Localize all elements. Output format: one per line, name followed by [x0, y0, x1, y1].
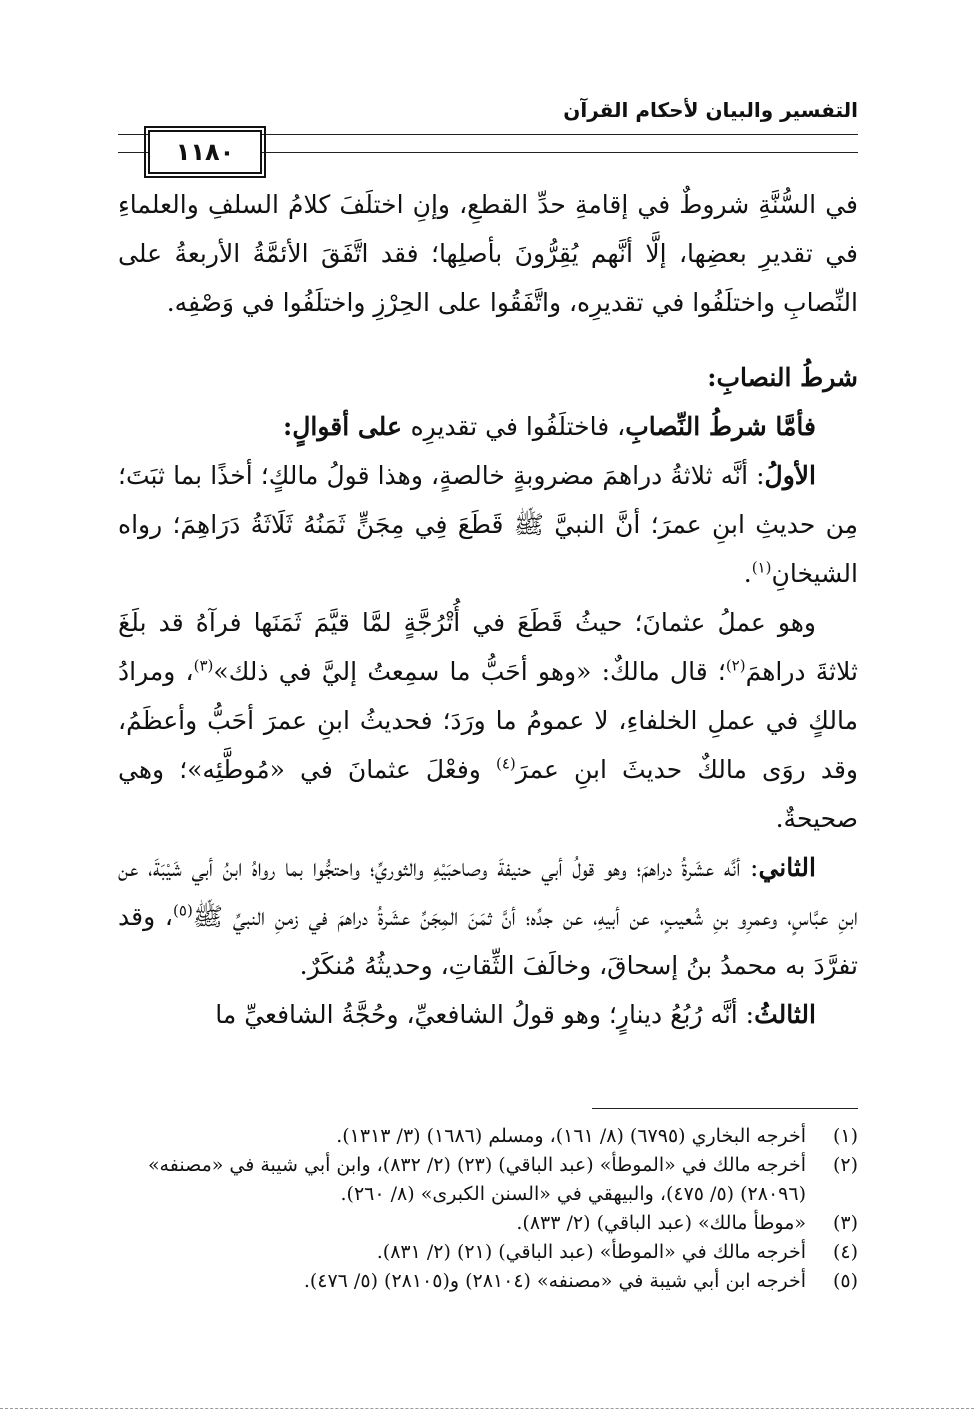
footnote-ref-2[interactable]: (٢): [725, 656, 746, 675]
third-opinion-text: : أنَّه رُبُعُ دينارٍ؛ وهو قولُ الشافعيِّ، وحُجَّةُ الشافعيِّ ما: [215, 1000, 755, 1029]
opening-lead: فأمَّا شرطُ النِّصابِ: [625, 412, 816, 441]
main-text: [118, 180, 858, 1039]
running-title: التفسير والبيان لأحكام القرآن: [563, 98, 858, 122]
uthman-text-a: وهو عملُ عثمانَ؛ حيثُ قَطَعَ في أُتْرُجَّةٍ لمَّا قيَّمَ ثَمَنَها فرآهُ قد بلَغَ ثلاثةَ دراهمَ: [118, 608, 859, 686]
footnote-number: (٥): [832, 1270, 858, 1292]
uthman-text-b: ؛ قال مالكٌ: «وهو أحَبُّ ما سمِعتُ إليَّ في ذلك»: [213, 657, 726, 686]
footnote-separator: [592, 1108, 858, 1109]
footnote-item: [118, 1209, 858, 1238]
footnote-ref-5[interactable]: (٥): [173, 901, 193, 920]
uthman-text-d: وفعْلَ عثمانَ في «مُوطَّئِه»؛ وهي صحيحةٌ.: [118, 755, 858, 833]
footnote-text: أخرجه ابن أبي شيبة في «مصنفه» (٢٨١٠٤) و(٢٨١٠٥) (٥/ ٤٧٦).: [303, 1270, 806, 1292]
second-opinion-text-a: : أنَّه عشَرةُ دراهمَ؛ وهو قولُ أبي حنيفةَ وصاحبَيْهِ والثوريِّ؛ واحتجُّوا بما رواهُ ابنُ أبي شَيْبَةَ، عن ابنِ عبَّاسٍ، وعمرِو بنِ شُعيبٍ، عن أبيهِ، عن جدِّه؛ أنَّ ثمَنَ المِجَنِّ عشَرةُ دراهمَ في زمنِ النبيِّ ﷺ: [118, 853, 858, 931]
uthman-paragraph: [118, 598, 858, 843]
footnote-number: (٤): [832, 1241, 858, 1263]
footnote-text: أخرجه البخاري (٦٧٩٥) (٨/ ١٦١)، ومسلم (١٦٨٦) (٣/ ١٣١٣).: [336, 1125, 806, 1147]
third-opinion-lead: الثالثُ: [754, 1000, 816, 1029]
opening-tail: على أقوالٍ:: [282, 412, 411, 441]
page-number: ١١٨٠: [148, 130, 262, 174]
uthman-text-c: ، ومرادُ مالكٍ في عملِ الخلفاءِ، لا عمومُ ما ورَدَ؛ فحديثُ ابنِ عمرَ أحَبُّ وأعظَمُ، وقد روَى مالكٌ حديثَ ابنِ عمرَ: [118, 657, 858, 784]
footnote-item: [118, 1122, 858, 1151]
footnotes: [118, 1122, 858, 1296]
footnote-text: أخرجه مالك في «الموطأ» (عبد الباقي) (٢١) (٢/ ٨٣١).: [376, 1241, 806, 1263]
third-opinion-paragraph: [118, 990, 858, 1039]
intro-paragraph: في السُّنَّةِ شروطٌ في إقامةِ حدِّ القطعِ، وإنِ اختلَفَ كلامُ السلفِ والعلماءِ في تقديرِ بعضِها، إلَّا أنَّهم يُقِرُّونَ بأصلِها؛ فقد اتَّفَقَ الأئمَّةُ الأربعةُ على النِّصابِ واختلَفُوا في تقديرِه، واتَّفَقُوا على الحِرْزِ واختلَفُوا في وَصْفِه.: [118, 190, 858, 317]
footnote-number: (٢): [832, 1154, 858, 1176]
footnote-number: (٣): [832, 1212, 858, 1234]
section-heading: شرطُ النصابِ:: [707, 363, 858, 392]
first-opinion-tail: .: [743, 559, 752, 588]
first-opinion-text: : أنَّه ثلاثةُ دراهمَ مضروبةٍ خالصةٍ، وهذا قولُ مالكٍ؛ أخذًا بما ثبَتَ؛ مِن حديثِ ابنِ عمرَ؛ أنَّ النبيَّ ﷺ قَطَعَ فِي مِجَنٍّ ثَمَنُهُ ثَلَاثَةُ دَرَاهِمَ؛ رواه الشيخانِ: [118, 461, 858, 588]
opening-paragraph: [118, 402, 858, 451]
footnote-item: [118, 1267, 858, 1296]
page-header: [118, 88, 858, 168]
second-opinion-text-b: ، وقد تفرَّدَ به محمدُ بنُ إسحاقَ، وخالَفَ الثِّقاتِ، وحديثُهُ مُنكَرٌ.: [118, 902, 858, 980]
footnote-ref-3[interactable]: (٣): [193, 656, 214, 675]
footnote-text: «موطأ مالك» (عبد الباقي) (٢/ ٨٣٣).: [516, 1212, 806, 1234]
second-opinion-lead: الثاني: [758, 853, 816, 882]
footnote-item: [118, 1238, 858, 1267]
footnote-text: أخرجه مالك في «الموطأ» (عبد الباقي) (٢٣) (٢/ ٨٣٢)، وابن أبي شيبة في «مصنفه» (٢٨٠٩٦) (٥/ ٤٧٥)، والبيهقي في «السنن الكبرى» (٨/ ٢٦٠).: [147, 1154, 806, 1205]
second-opinion-paragraph: [118, 843, 858, 990]
opening-rest: ، فاختلَفُوا في تقديرِه: [410, 412, 626, 441]
footnote-ref-4[interactable]: (٤): [495, 754, 516, 773]
footnote-item: [118, 1151, 858, 1209]
footnote-ref-1[interactable]: (١): [751, 558, 772, 577]
first-opinion-lead: الأولُ: [764, 461, 816, 490]
scan-edge: [0, 1408, 974, 1409]
first-opinion-paragraph: [118, 451, 858, 598]
footnote-number: (١): [832, 1125, 858, 1147]
